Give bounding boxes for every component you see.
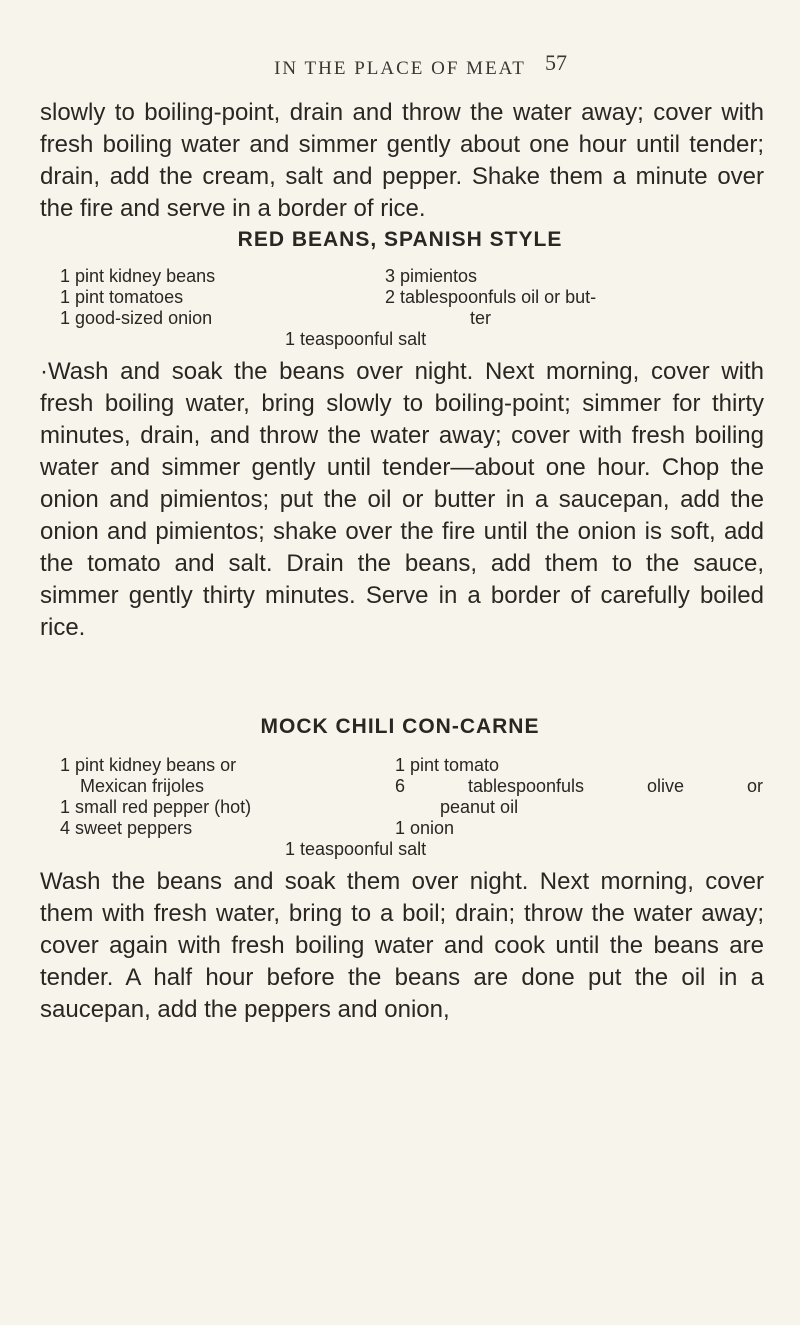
ingredient-item: 1 onion <box>395 818 455 838</box>
page-number: 57 <box>545 50 567 75</box>
ingredient-item: 1 pint kidney beans <box>60 266 216 286</box>
ingredient-item: 1 pint tomato <box>395 755 500 775</box>
ingredient-item: 1 pint kidney beans or <box>60 755 237 775</box>
ingredient-item: ter <box>470 308 492 328</box>
ingredient-item: 2 tablespoonfuls oil or but- <box>385 287 597 307</box>
intro-paragraph: slowly to boiling-point, drain and throw the water away; cover with fresh boiling water and simmer gently about one hour until tender; drain, add the cream, salt and pepper. Shake them a minute over the fire and serve in a border of rice. <box>40 99 764 222</box>
ingredient-item: 1 good-sized onion <box>60 308 213 328</box>
ingredient-item: 4 sweet peppers <box>60 818 193 838</box>
ingredient-item: 1 pint tomatoes <box>60 287 184 307</box>
ingredient-item: peanut oil <box>440 797 519 817</box>
ingredient-item: 1 small red pepper (hot) <box>60 797 252 817</box>
ingredient-item: 1 teaspoonful salt <box>285 329 427 349</box>
recipe-method-red-beans: ·Wash and soak the beans over night. Next morning, cover with fresh boiling water, bring slowly to boiling-point; simmer for thirty minutes, drain, and throw the water away; cover with fresh boiling water and simmer gently until tender—about one hour. Chop the onion and pimientos; put the oil or butter in a saucepan, add the onion and pimientos; shake over the fire until the onion is soft, add the tomato and salt. Drain the beans, add them to the sauce, simmer gently thirty minutes. Serve in a border of carefully boiled rice. <box>40 358 764 641</box>
recipe-method-mock-chili: Wash the beans and soak them over night. Next morning, cover them with fresh water, bring to a boil; drain; throw the water away; cover again with fresh boiling water and cook until the beans are tender. A half hour before the beans are done put the oil in a saucepan, add the peppers and onion, <box>40 868 764 1023</box>
ingredient-item: 3 pimientos <box>385 266 478 286</box>
running-head: IN THE PLACE OF MEAT <box>274 58 526 79</box>
recipe-title-red-beans: RED BEANS, SPANISH STYLE <box>237 228 563 251</box>
ingredient-item: 6 tablespoonfuls olive or <box>395 776 763 796</box>
ingredient-item: Mexican frijoles <box>80 776 205 796</box>
recipe-title-mock-chili: MOCK CHILI CON-CARNE <box>260 715 540 738</box>
ingredient-item: 1 teaspoonful salt <box>285 839 427 859</box>
